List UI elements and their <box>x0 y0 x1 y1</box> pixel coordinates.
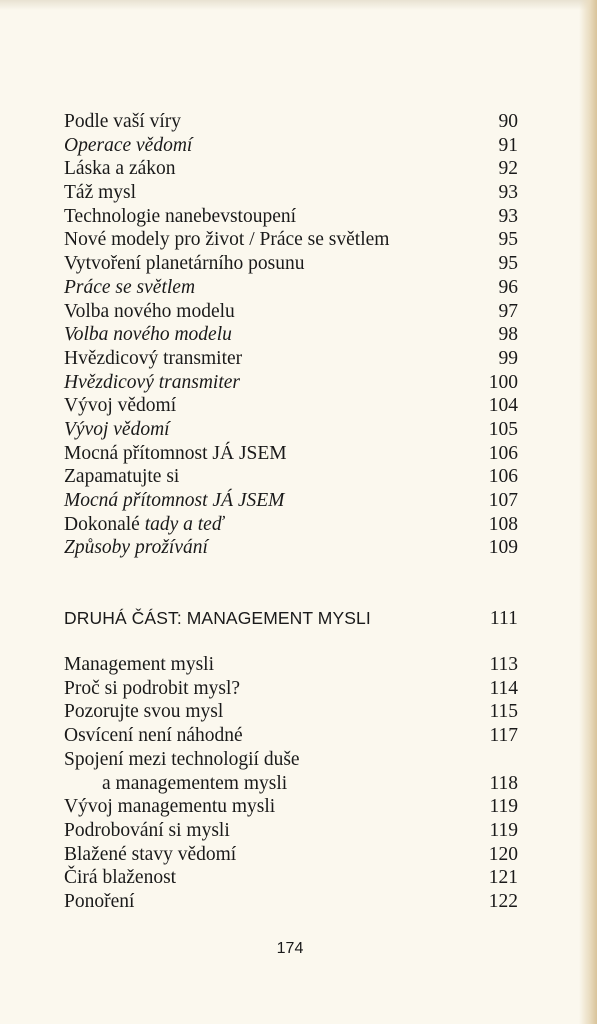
toc-entry-page: 93 <box>498 182 518 204</box>
toc-entry-title: Mocná přítomnost JÁ JSEM <box>64 490 285 511</box>
toc-entry <box>64 347 518 371</box>
toc-entry-page: 104 <box>488 395 518 417</box>
toc-entry <box>64 536 518 560</box>
toc-entry-page: 100 <box>488 371 518 393</box>
toc-entry <box>64 677 518 701</box>
toc-entry-title: Spojení mezi technologií duše <box>64 748 300 770</box>
toc-entry-title: Blažené stavy vědomí <box>64 843 237 865</box>
toc-part-two-list <box>64 653 518 914</box>
table-of-contents <box>64 110 518 914</box>
toc-entry-page: 120 <box>488 843 518 865</box>
toc-entry-page: 107 <box>488 490 518 511</box>
toc-entry-title-italic: tady a teď <box>144 513 224 535</box>
toc-entry-title: Pozorujte svou mysl <box>64 701 224 723</box>
toc-entry-page: 95 <box>498 253 518 275</box>
toc-entry-title: Proč si podrobit mysl? <box>64 677 241 699</box>
toc-entry-title: Volba nového modelu <box>64 300 235 322</box>
toc-entry <box>64 157 518 181</box>
toc-entry <box>64 110 518 134</box>
toc-entry <box>64 843 518 867</box>
toc-entry-title: Nové modely pro život / Práce se světlem <box>64 229 390 251</box>
toc-entry <box>64 323 518 347</box>
toc-entry <box>64 819 518 843</box>
toc-entry-title: Vývoj vědomí <box>64 418 170 440</box>
part-heading-page: 111 <box>489 608 518 630</box>
toc-entry <box>64 748 518 772</box>
toc-entry <box>64 134 518 158</box>
part-heading <box>64 606 518 631</box>
toc-entry <box>64 371 518 395</box>
toc-entry <box>64 513 518 537</box>
toc-entry <box>64 700 518 724</box>
toc-entry-page: 95 <box>498 229 518 251</box>
toc-entry-title: Technologie nanebevstoupení <box>64 205 297 227</box>
toc-entry-title: Mocná přítomnost JÁ JSEM <box>64 442 287 464</box>
toc-entry <box>64 394 518 418</box>
toc-entry-page: 122 <box>488 890 518 912</box>
toc-entry-title: Podle vaší víry <box>64 111 181 132</box>
toc-entry-page: 115 <box>489 701 518 723</box>
toc-entry-page: 121 <box>488 867 518 889</box>
toc-entry-page: 93 <box>498 205 518 227</box>
toc-entry-page: 90 <box>498 111 518 132</box>
toc-entry <box>64 181 518 205</box>
toc-entry-title: Operace vědomí <box>64 134 193 156</box>
toc-entry-page: 119 <box>489 819 518 841</box>
toc-entry-title: Volba nového modelu <box>64 324 232 346</box>
toc-entry-title: Ponoření <box>64 890 135 912</box>
toc-entry-page: 96 <box>498 276 518 298</box>
toc-entry-title: a managementem mysli <box>102 772 288 794</box>
toc-entry-title: Láska a zákon <box>64 158 176 180</box>
page-number: 174 <box>276 940 304 957</box>
toc-entry <box>64 890 518 914</box>
toc-entry <box>64 795 518 819</box>
toc-entry <box>64 205 518 229</box>
toc-entry-page: 106 <box>488 466 518 488</box>
toc-entry-page: 109 <box>488 537 518 559</box>
toc-entry-title: Vývoj vědomí <box>64 395 177 417</box>
toc-entry-title: Hvězdicový transmiter <box>64 371 240 393</box>
toc-entry <box>64 465 518 489</box>
toc-entry-title: Vývoj managementu mysli <box>64 796 276 818</box>
toc-entry-page: 113 <box>489 654 518 676</box>
toc-entry-page: 92 <box>498 158 518 180</box>
toc-entry-title: Čirá blaženost <box>64 867 177 889</box>
toc-entry <box>64 489 518 513</box>
page-right-edge <box>579 0 597 1024</box>
toc-entry-page: 97 <box>498 300 518 322</box>
toc-entry-title: Způsoby prožívání <box>64 537 208 559</box>
toc-entry-title <box>64 513 224 537</box>
toc-entry <box>64 866 518 890</box>
page-top-shadow <box>0 0 597 10</box>
part-heading-title: DRUHÁ ČÁST: MANAGEMENT MYSLI <box>64 608 371 629</box>
toc-entry-title-plain: Dokonalé <box>64 513 145 535</box>
toc-entry-page: 91 <box>498 134 518 156</box>
toc-entry-page: 118 <box>489 772 518 794</box>
toc-entry <box>64 300 518 324</box>
toc-entry-page: 99 <box>498 347 518 369</box>
toc-entry-page: 98 <box>498 324 518 346</box>
toc-entry <box>64 418 518 442</box>
toc-entry-title: Hvězdicový transmiter <box>64 347 243 369</box>
toc-entry <box>64 653 518 677</box>
toc-entry-title: Vytvoření planetárního posunu <box>64 253 305 275</box>
toc-entry <box>64 724 518 748</box>
toc-entry-title: Práce se světlem <box>64 276 196 298</box>
toc-entry-title: Táž mysl <box>64 182 137 204</box>
toc-entry-page: 105 <box>488 418 518 440</box>
toc-entry-title: Zapamatujte si <box>64 466 180 488</box>
toc-entry-page: 119 <box>489 796 518 818</box>
toc-part-one-list <box>64 110 518 560</box>
toc-entry-page: 108 <box>488 513 518 535</box>
toc-entry <box>64 252 518 276</box>
toc-entry <box>64 228 518 252</box>
toc-entry-page: 114 <box>489 677 518 699</box>
toc-entry-page: 106 <box>488 442 518 464</box>
toc-entry-page: 117 <box>489 725 518 747</box>
toc-entry-title: Osvícení není náhodné <box>64 725 243 747</box>
toc-entry <box>64 772 518 796</box>
toc-entry-title: Podrobování si mysli <box>64 819 230 841</box>
toc-entry <box>64 276 518 300</box>
toc-entry-title: Management mysli <box>64 654 215 676</box>
toc-entry <box>64 442 518 466</box>
